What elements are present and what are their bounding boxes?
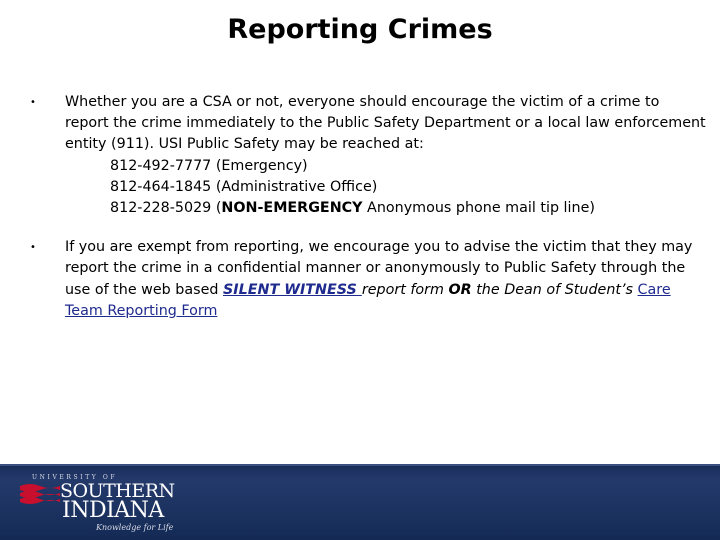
bullet-2-text-b: report form bbox=[361, 281, 449, 298]
bullet-item-1 bbox=[30, 92, 706, 219]
bullet-2-text-a: If you are exempt from reporting, we encourage you to advise the victim that they may report the crime in a confidential manner or anonymously to Public Safety through the use of the web based bbox=[65, 239, 693, 298]
bullet-list bbox=[30, 92, 706, 322]
or-label: OR bbox=[448, 281, 472, 298]
slide-title: Reporting Crimes bbox=[227, 14, 493, 45]
bullet-2-text-c: the Dean of Student’s bbox=[471, 281, 638, 298]
non-emergency-label: NON-EMERGENCY bbox=[221, 200, 363, 217]
phone-emergency: 812-492-7777 (Emergency) bbox=[110, 157, 308, 174]
bullet-text-2 bbox=[65, 237, 706, 322]
logo-southern: SOUTHERN bbox=[60, 480, 175, 502]
phone-tip-desc: Anonymous phone mail tip line) bbox=[362, 200, 595, 217]
phone-administrative: 812-464-1845 (Administrative Office) bbox=[110, 178, 378, 195]
bullet-1-paragraph: Whether you are a CSA or not, everyone should encourage the victim of a crime to report the crime immediately to the Public Safety Department or a local law enforcement entity (911). USI Public Safety may be reached at: bbox=[65, 94, 706, 153]
flag-icon bbox=[18, 482, 62, 508]
bullet-dot-icon: • bbox=[30, 97, 36, 108]
footer-bar bbox=[0, 464, 720, 540]
logo-university-of: UNIVERSITY OF bbox=[32, 474, 118, 481]
phone-tip-number: 812-228-5029 ( bbox=[110, 200, 222, 217]
logo-tagline: Knowledge for Life bbox=[96, 523, 174, 532]
phone-tip-line bbox=[65, 198, 706, 219]
usi-logo bbox=[18, 474, 188, 536]
bullet-item-2 bbox=[30, 237, 706, 322]
care-team-link[interactable]: Care Team Reporting Form bbox=[65, 281, 671, 319]
silent-witness-link[interactable]: SILENT WITNESS bbox=[223, 281, 362, 298]
bullet-dot-icon: • bbox=[30, 242, 36, 254]
logo-indiana: INDIANA bbox=[62, 498, 164, 523]
bullet-text-1 bbox=[65, 92, 706, 219]
